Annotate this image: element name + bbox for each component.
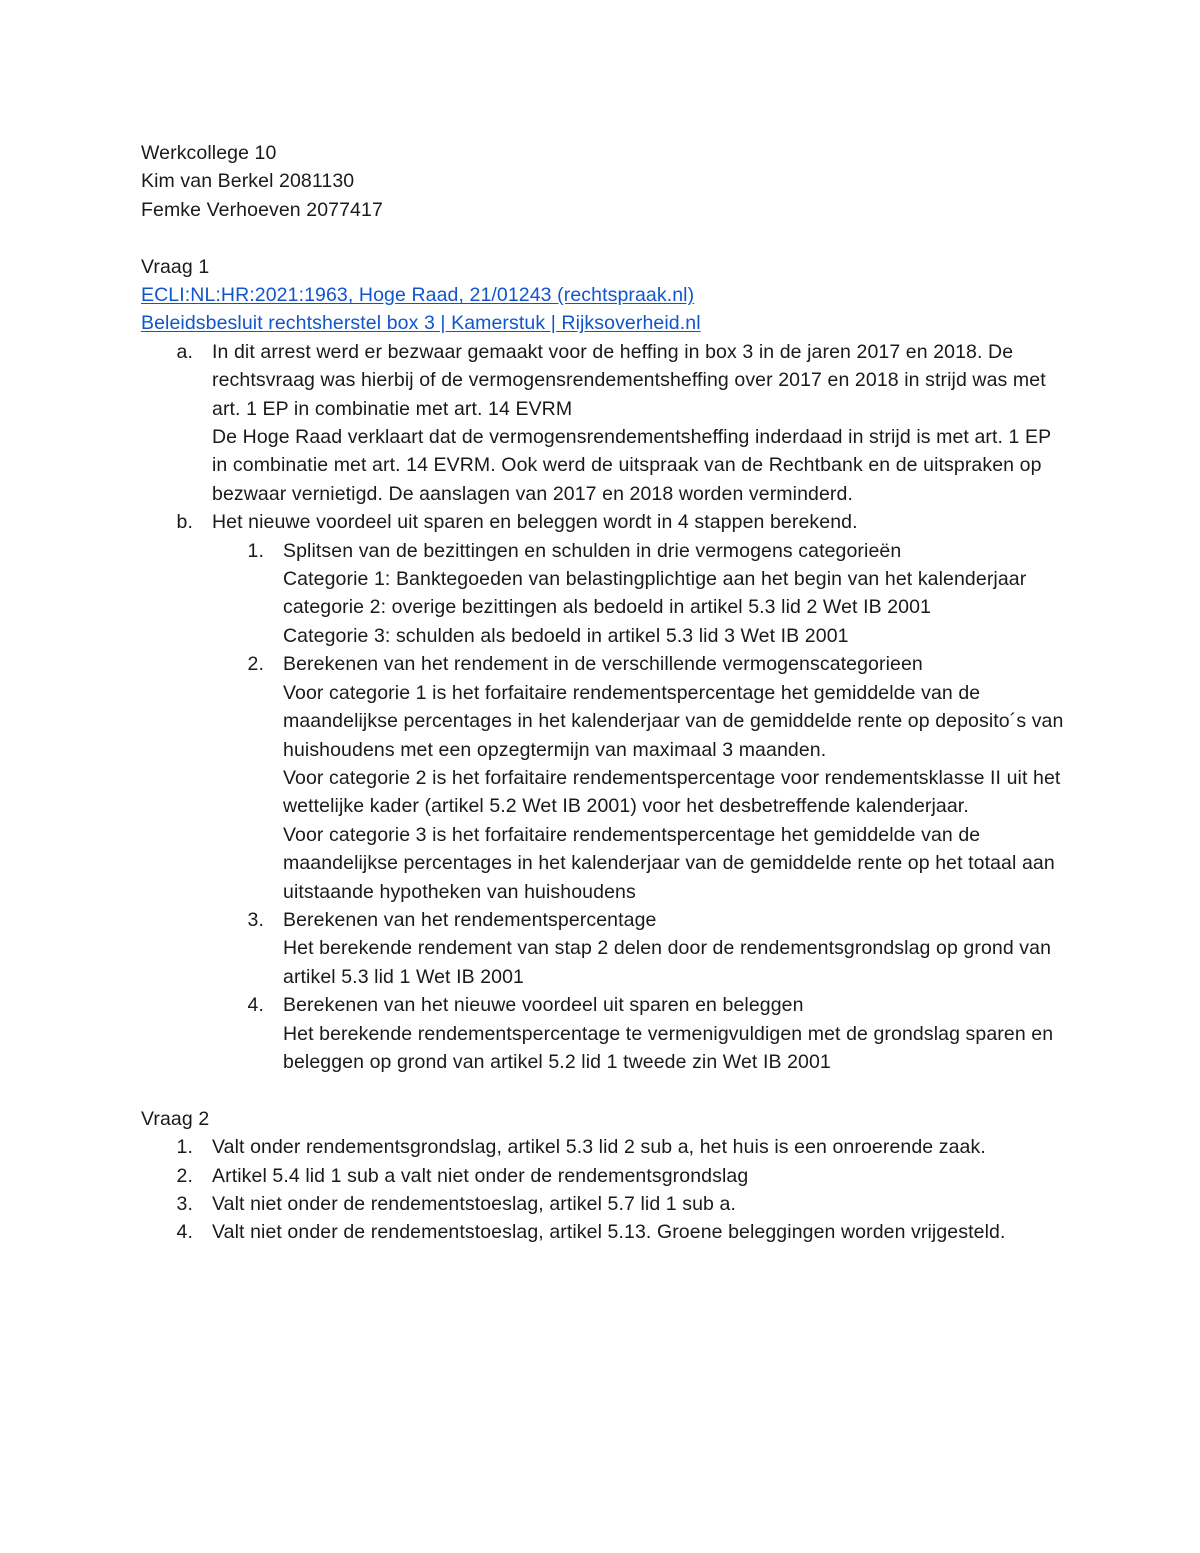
question-1-heading: Vraag 1	[141, 255, 210, 278]
step-item	[141, 650, 1071, 906]
list-marker: 3.	[247, 908, 264, 931]
answer-text: Valt niet onder de rendementstoeslag, artikel 5.7 lid 1 sub a.	[212, 1193, 736, 1215]
list-marker: 2.	[247, 653, 264, 676]
beleidsbesluit-link[interactable]: Beleidsbesluit rechtsherstel box 3 | Kamerstuk | Rijksoverheid.nl	[141, 312, 701, 335]
document-page	[141, 139, 1071, 1247]
step-text: Het berekende rendement van stap 2 delen door de rendementsgrondslag op grond van artikel 5.3 lid 1 Wet IB 2001	[283, 937, 1052, 988]
step-text: Categorie 3: schulden als bedoeld in artikel 5.3 lid 3 Wet IB 2001	[283, 624, 849, 647]
steps-list	[141, 537, 1071, 1077]
document-title: Werkcollege 10	[141, 142, 277, 164]
answer-text: De Hoge Raad verklaart dat de vermogensrendementsheffing inderdaad in strijd is met art. 1 EP in combinatie met art. 14 EVRM. Ook werd de uitspraak van de Rechtbank en de uitspraken op bezwaar vernietigd. De aanslagen van 2017 en 2018 worden verminderd.	[212, 426, 1051, 505]
answer-text: Valt onder rendementsgrondslag, artikel 5.3 lid 2 sub a, het huis is een onroerende zaak.	[212, 1136, 986, 1159]
author-line: Femke Verhoeven 2077417	[141, 198, 383, 221]
list-marker: 3.	[176, 1193, 193, 1215]
question-2-heading: Vraag 2	[141, 1107, 210, 1130]
source-link-item	[141, 309, 1071, 337]
step-text: Voor categorie 3 is het forfaitaire rendementspercentage het gemiddelde van de maandelijkse percentages in het kalenderjaar van de gemiddelde rente op het totaal aan uitstaande hypotheken van huishoudens	[283, 823, 1055, 903]
step-text: Het berekende rendementspercentage te vermenigvuldigen met de grondslag sparen en beleggen op grond van artikel 5.2 lid 1 tweede zin Wet IB 2001	[283, 1022, 1054, 1073]
step-title: Splitsen van de bezittingen en schulden in drie vermogens categorieën	[283, 539, 902, 562]
list-marker: 1.	[176, 1136, 193, 1159]
step-title: Berekenen van het rendementspercentage	[283, 908, 657, 931]
step-text: categorie 2: overige bezittingen als bedoeld in artikel 5.3 lid 2 Wet IB 2001	[283, 596, 931, 619]
steps-container	[141, 537, 1071, 1077]
answer-text: In dit arrest werd er bezwaar gemaakt voor de heffing in box 3 in de jaren 2017 en 2018. De rechtsvraag was hierbij of de vermogensrendementsheffing over 2017 en 2018 in strijd was met art. 1 EP in combinatie met art. 14 EVRM	[212, 340, 1046, 420]
list-item	[141, 1162, 1071, 1190]
answer-text: Artikel 5.4 lid 1 sub a valt niet onder de rendementsgrondslag	[212, 1164, 749, 1187]
step-item	[141, 537, 1071, 651]
list-marker: 1.	[247, 539, 264, 562]
ecli-link[interactable]: ECLI:NL:HR:2021:1963, Hoge Raad, 21/01243 (rechtspraak.nl)	[141, 284, 695, 307]
list-marker: b.	[176, 511, 193, 534]
step-title: Berekenen van het rendement in de verschillende vermogenscategorieen	[283, 653, 923, 676]
answer-text: Valt niet onder de rendementstoeslag, artikel 5.13. Groene beleggingen worden vrijgesteld.	[212, 1221, 1006, 1244]
list-item	[141, 1133, 1071, 1161]
step-item	[141, 906, 1071, 991]
list-marker: 4.	[247, 994, 264, 1017]
list-item	[141, 1218, 1071, 1246]
step-text: Voor categorie 2 is het forfaitaire rendementspercentage voor rendementsklasse II uit het wettelijke kader (artikel 5.2 Wet IB 2001) voor het desbetreffende kalenderjaar.	[283, 766, 1061, 818]
step-title: Berekenen van het nieuwe voordeel uit sparen en beleggen	[283, 994, 804, 1017]
list-marker: 4.	[176, 1221, 193, 1244]
question-1-answers	[141, 338, 1071, 1077]
question-2-answers	[141, 1133, 1071, 1247]
blank-line	[141, 224, 1071, 252]
source-link-item	[141, 281, 1071, 309]
answer-a	[141, 338, 1071, 508]
answer-text: Het nieuwe voordeel uit sparen en beleggen wordt in 4 stappen berekend.	[212, 511, 858, 534]
list-item	[141, 1190, 1071, 1218]
step-item	[141, 991, 1071, 1076]
step-text: Voor categorie 1 is het forfaitaire rendementspercentage het gemiddelde van de maandelijkse percentages in het kalenderjaar van de gemiddelde rente op deposito´s van huishoudens met een opzegtermijn van maximaal 3 maanden.	[283, 681, 1064, 761]
author-line: Kim van Berkel 2081130	[141, 170, 355, 193]
blank-line	[141, 1076, 1071, 1104]
step-text: Categorie 1: Banktegoeden van belastingplichtige aan het begin van het kalenderjaar	[283, 568, 1027, 591]
list-marker: a.	[176, 340, 193, 363]
answer-b	[141, 508, 1071, 536]
list-marker: 2.	[176, 1164, 193, 1187]
